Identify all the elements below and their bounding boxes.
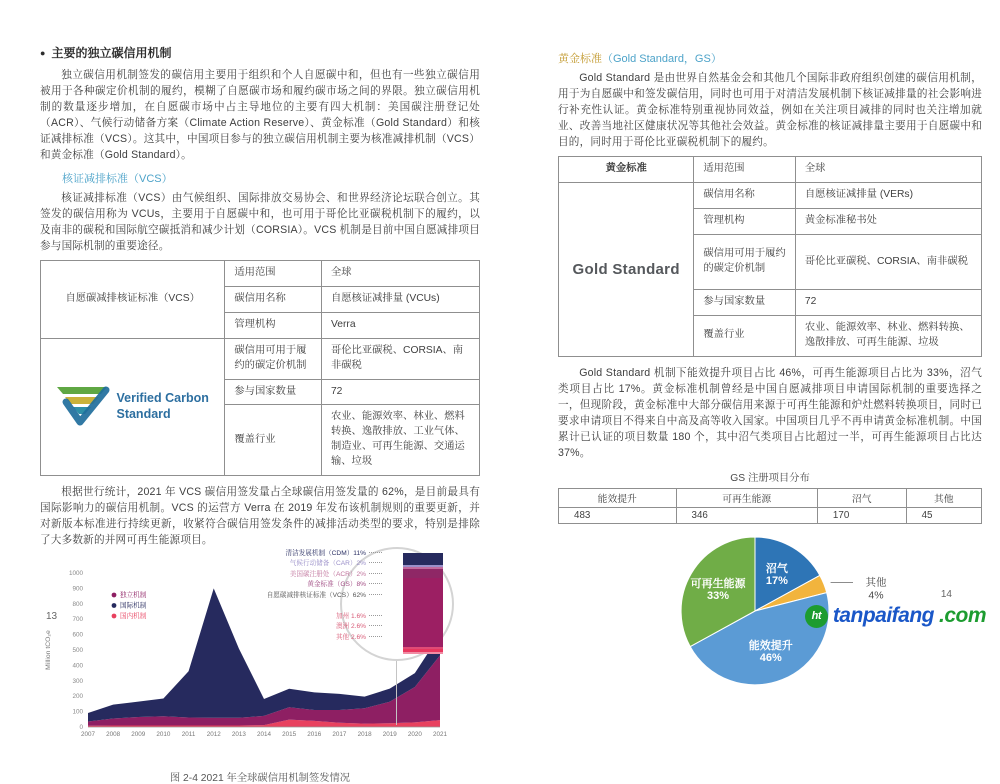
magnifier-label: 黄金标准（GS）8% <box>70 580 382 591</box>
page-right <box>558 44 982 665</box>
svg-text:2021: 2021 <box>432 730 448 738</box>
row-value: 农业、能源效率、林业、燃料转换、逸散排放、工业气体、制造业、可再生能源、交通运输、垃圾 <box>321 405 479 476</box>
row-value: 全球 <box>795 157 981 183</box>
bullet-icon: ● <box>40 48 46 58</box>
svg-text:2007: 2007 <box>80 730 96 738</box>
table-header-row <box>559 489 982 508</box>
vcs-logo-text: Verified Carbon Standard <box>116 391 209 421</box>
col-header: 沼气 <box>817 489 906 508</box>
svg-text:2016: 2016 <box>307 730 322 738</box>
issuance-chart <box>40 549 478 769</box>
gs-info-table <box>558 156 982 356</box>
row-value: 自愿核证减排量 (VERs) <box>795 183 981 209</box>
svg-text:其他4%: 其他 4% <box>865 577 887 603</box>
svg-text:2011: 2011 <box>181 730 196 738</box>
tanpaifang-logo <box>805 604 986 628</box>
row-label: 覆盖行业 <box>225 405 322 476</box>
magnifier-label: 其他 2.6% <box>70 633 382 644</box>
page-number-right: 14 <box>940 589 952 600</box>
row-label: 管理机构 <box>694 209 796 235</box>
cell-value: 346 <box>676 508 817 524</box>
row-label: 碳信用可用于履约的碳定价机制 <box>694 235 796 290</box>
magnifier-band <box>403 569 443 578</box>
gs-subheading <box>558 50 982 66</box>
magnifier-label: 清洁发展机制（CDM）11% <box>70 549 382 560</box>
paragraph-gs: Gold Standard 是由世界自然基金会和其他几个国际非政府组织创建的碳信用机制，用于为自愿碳中和签发碳信用，同时也可用于对清洁发展机制下核证减排量的社会影响进行补充性认证。黄金标准特别重视协同效益，例如在关注项目减排的同时也关注增加就业、改善当地社区健康状况等其他社会效益。黄金标准的核证减排量主要用于自愿碳中和目的，同时用于哥伦比亚碳税机制下的履约。 <box>558 72 982 149</box>
row-label: 覆盖行业 <box>694 316 796 357</box>
svg-text:2019: 2019 <box>382 730 397 738</box>
row-label: 参与国家数量 <box>225 379 322 405</box>
col-header: 能效提升 <box>559 489 677 508</box>
magnifier-label: 美国碳注册处（ACR）2% <box>70 570 382 581</box>
figure-caption: 图 2-4 2021 年全球碳信用机制签发情况 <box>169 772 351 784</box>
row-label: 适用范围 <box>694 157 796 183</box>
vcs-info-table <box>40 260 480 476</box>
col-header: 其他 <box>906 489 981 508</box>
svg-text:700: 700 <box>72 615 83 623</box>
svg-text:2012: 2012 <box>206 730 221 738</box>
row-label: 管理机构 <box>225 312 322 338</box>
magnifier-band <box>403 553 443 565</box>
svg-text:2018: 2018 <box>357 730 372 738</box>
row-value: 72 <box>795 290 981 316</box>
svg-text:900: 900 <box>72 584 83 592</box>
row-value: Verra <box>321 312 479 338</box>
row-value: 自愿核证减排量 (VCUs) <box>321 286 479 312</box>
magnifier-label: 澳洲 2.6% <box>70 622 382 633</box>
paragraph-vcs-stats: 根据世行统计，2021 年 VCS 碳信用签发量占全球碳信用签发量的 62%，是目前最具有国际影响力的碳信用机制。VCS 的运营方 Verra 在 2019 年发布该机制规则的重要更新，并对新版本标准进行持续更新，收紧符合碳信用签发条件的减排活动类型的要求，特别是排除了大多数新的并网可再生能源项目。 <box>40 486 480 547</box>
cell-value: 45 <box>906 508 981 524</box>
svg-text:800: 800 <box>72 600 83 608</box>
vcs-logo-cell <box>41 338 225 475</box>
gs-subheading-en: （Gold Standard，GS） <box>602 53 722 65</box>
svg-text:Million tCO₂e: Million tCO₂e <box>45 629 52 670</box>
row-label: 碳信用名称 <box>225 286 322 312</box>
row-label: 适用范围 <box>225 260 322 286</box>
row-label: 碳信用名称 <box>694 183 796 209</box>
row-value: 哥伦比亚碳税、CORSIA、南非碳税 <box>795 235 981 290</box>
tanpaifang-logo-text-green: .com <box>938 604 986 627</box>
cell-value: 483 <box>559 508 677 524</box>
svg-text:600: 600 <box>72 631 83 639</box>
svg-text:2010: 2010 <box>156 730 171 738</box>
row-value: 72 <box>321 379 479 405</box>
magnifier-labels <box>70 549 382 644</box>
section-heading <box>40 44 480 61</box>
page-number-left: 13 <box>46 611 58 622</box>
gs-chart-title: GS 注册项目分布 <box>730 473 810 485</box>
svg-text:0: 0 <box>79 723 83 731</box>
magnifier-label: 气候行动储备（CAR）2% <box>70 559 382 570</box>
svg-text:可再生能源33%: 可再生能源 33% <box>690 578 746 603</box>
gs-subheading-cn: 黄金标准 <box>558 53 602 65</box>
paragraph-intro: 独立碳信用机制签发的碳信用主要用于组织和个人自愿碳中和，但也有一些独立碳信用被用于各种碳定价机制的履约，模糊了自愿碳市场和履约碳市场之间的界限。独立碳信用机制的数量逐步增加，在自愿碳市场中占主导地位的主要有四大机制：美国碳注册登记处（ACR）、气候行动储备方案（Climate Action Reserve）、黄金标准（Gold Standard）和核证减排标准（VCS）。这其中，中国项目参与的独立碳信用机制主要为核准减排机制（VCS）和黄金标准（Gold Standard）。 <box>40 69 480 162</box>
table-row <box>559 157 982 183</box>
svg-text:500: 500 <box>72 646 83 654</box>
svg-text:沼气17%: 沼气 17% <box>765 563 788 588</box>
svg-text:2020: 2020 <box>407 730 422 738</box>
page-left <box>40 44 480 784</box>
svg-text:400: 400 <box>72 661 83 669</box>
gs-projects-table <box>558 488 982 524</box>
gold-standard-logo: Gold Standard <box>572 260 680 278</box>
magnifier-stacked-bar <box>403 553 443 655</box>
row-value: 哥伦比亚碳税、CORSIA、南非碳税 <box>321 338 479 379</box>
row-value: 全球 <box>321 260 479 286</box>
gs-group-label: 黄金标准 <box>559 157 694 183</box>
magnifier-label: 自愿碳减排核证标准（VCS）62% <box>70 591 382 602</box>
svg-text:2017: 2017 <box>332 730 347 738</box>
magnifier-band <box>403 652 443 655</box>
paragraph-gs-stats: Gold Standard 机制下能效提升项目占比 46%，可再生能源项目占比为 33%，沼气类项目占比 17%。黄金标准机制曾经是中国自愿减排项目申请国际机制的重要选择之一，但现阶段，黄金标准中大部分碳信用来源于可再生能源和炉灶燃料转换项目，同时已要求申请项目不得来自中高及高等收入国家。中国项目几乎不再申请黄金标准机制。中国累计已认证的项目数量 180 个，其中沼气类项目占比超过一半，可再生能源项目占比达 37%。 <box>558 366 982 460</box>
vcs-logo-icon <box>56 386 108 428</box>
svg-text:1000: 1000 <box>68 569 83 577</box>
vcs-subheading: 核证减排标准（VCS） <box>62 172 173 185</box>
col-header: 可再生能源 <box>676 489 817 508</box>
tanpaifang-logo-icon: ht <box>805 605 828 628</box>
table-row <box>559 508 982 524</box>
gs-logo-cell <box>559 183 694 356</box>
svg-text:2013: 2013 <box>231 730 246 738</box>
svg-text:2014: 2014 <box>256 730 272 738</box>
svg-text:独立机制: 独立机制 <box>120 591 147 599</box>
svg-text:能效提升46%: 能效提升 46% <box>748 640 793 665</box>
svg-text:国内机制: 国内机制 <box>120 612 147 620</box>
magnifier-connector-line <box>396 659 397 725</box>
row-label: 碳信用可用于履约的碳定价机制 <box>225 338 322 379</box>
svg-text:300: 300 <box>72 677 83 685</box>
magnifier-band <box>403 578 443 647</box>
svg-text:2008: 2008 <box>106 730 121 738</box>
svg-text:2015: 2015 <box>282 730 297 738</box>
row-value: 农业、能源效率、林业、燃料转换、逸散排放、可再生能源、垃圾 <box>795 316 981 357</box>
vcs-group-label: 自愿碳减排核证标准（VCS） <box>41 260 225 338</box>
svg-text:2009: 2009 <box>131 730 146 738</box>
row-label: 参与国家数量 <box>694 290 796 316</box>
svg-text:100: 100 <box>72 708 83 716</box>
svg-text:200: 200 <box>72 692 83 700</box>
paragraph-vcs: 核证减排标准（VCS）由气候组织、国际排放交易协会、和世界经济论坛联合创立。其签发的碳信用称为 VCUs，主要用于自愿碳中和，也可用于哥伦比亚碳税机制下的履约，以及南非的碳税和国际航空碳抵消和减少计划（CORSIA）。VCS 机制是目前中国自愿减排项目参与国际机制的重要途径。 <box>40 191 480 252</box>
vcs-logo <box>50 386 215 428</box>
table-row <box>559 183 982 209</box>
magnifier-label: 加州 1.6% <box>70 612 382 623</box>
table-row <box>41 260 480 286</box>
table-row <box>41 338 480 379</box>
row-value: 黄金标准秘书处 <box>795 209 981 235</box>
tanpaifang-logo-text-blue: tanpaifang <box>832 604 934 627</box>
svg-text:国际机制: 国际机制 <box>120 602 147 610</box>
section-heading-text: 主要的独立碳信用机制 <box>51 46 172 60</box>
cell-value: 170 <box>817 508 906 524</box>
